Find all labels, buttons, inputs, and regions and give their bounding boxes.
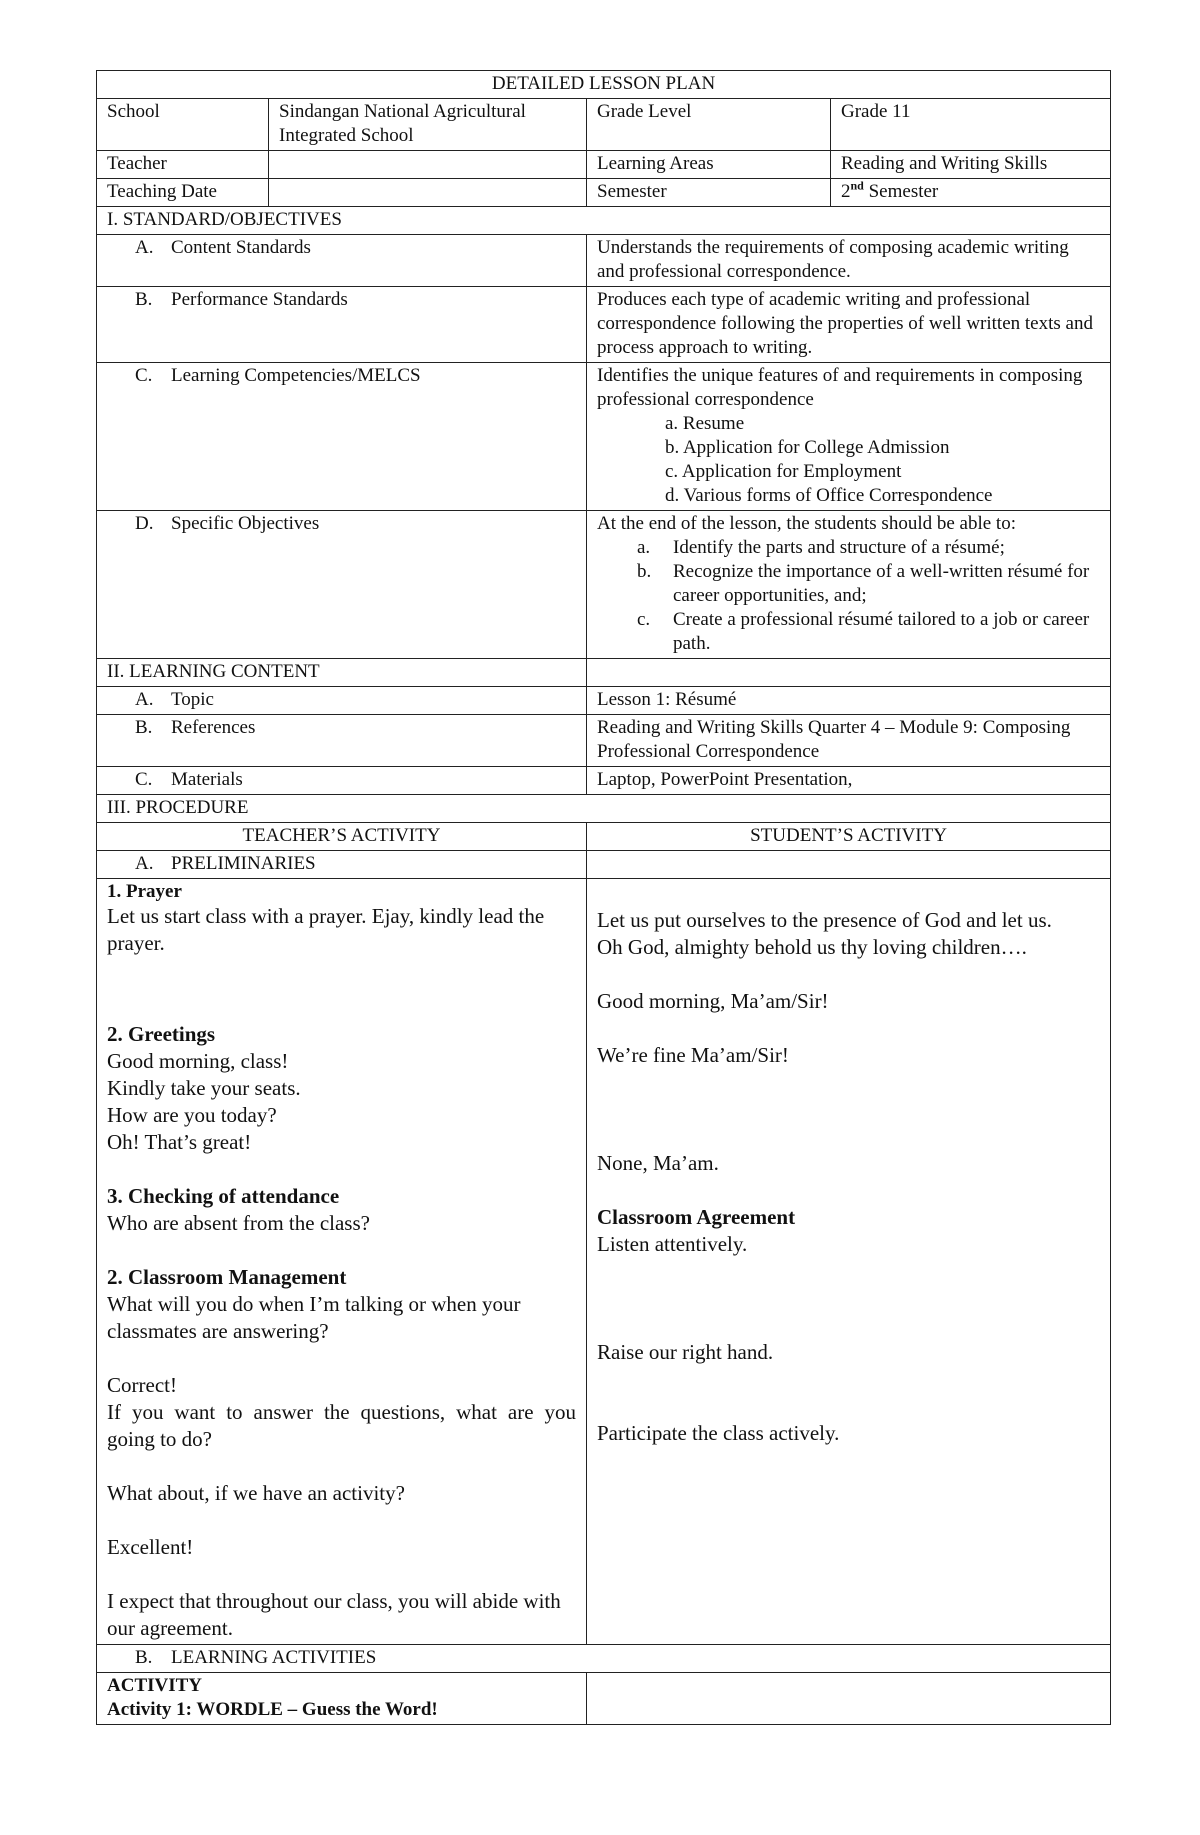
list-text: Identify the parts and structure of a résumé; xyxy=(673,537,1005,558)
preliminaries-content-row xyxy=(97,879,1111,1645)
item-letter: C. xyxy=(135,769,153,790)
activity-heading: ACTIVITY xyxy=(107,1675,203,1696)
greetings-line: Oh! That’s great! xyxy=(107,1130,252,1154)
item-label: Content Standards xyxy=(171,237,311,258)
school-row xyxy=(97,99,1111,151)
materials-row xyxy=(97,767,1111,795)
teaching-date-value xyxy=(269,179,587,207)
performance-standards-label xyxy=(97,287,587,363)
item-letter: A. xyxy=(135,237,154,258)
prayer-text: Let us start class with a prayer. Ejay, kindly lead the prayer. xyxy=(107,904,545,955)
item-label: LEARNING ACTIVITIES xyxy=(171,1647,377,1668)
school-label: School xyxy=(97,99,269,151)
item-label: Learning Competencies/MELCS xyxy=(171,365,421,386)
student-prayer-line: Oh God, almighty behold us thy loving children…. xyxy=(597,935,1027,959)
semester-suffix: nd xyxy=(850,178,864,193)
list-item: c. Application for Employment xyxy=(665,461,902,482)
list-item: d. Various forms of Office Correspondence xyxy=(665,485,993,506)
list-marker: c. xyxy=(637,609,651,630)
item-label: Performance Standards xyxy=(171,289,348,310)
learning-activities-label xyxy=(97,1645,1111,1673)
performance-standards-row xyxy=(97,287,1111,363)
expect-text: I expect that throughout our class, you will abide with our agreement. xyxy=(107,1589,561,1640)
section-procedure-heading: III. PROCEDURE xyxy=(97,795,1111,823)
grade-level-value: Grade 11 xyxy=(831,99,1111,151)
list-text: Create a professional résumé tailored to a job or career path. xyxy=(673,609,1090,654)
semester-number: 2 xyxy=(841,181,851,202)
preliminaries-label xyxy=(97,851,587,879)
topic-label xyxy=(97,687,587,715)
management-question: If you want to answer the questions, what are you going to do? xyxy=(107,1400,576,1451)
date-row xyxy=(97,179,1111,207)
document-title: DETAILED LESSON PLAN xyxy=(97,71,1111,99)
greetings-line: How are you today? xyxy=(107,1103,277,1127)
list-item xyxy=(597,560,1100,608)
competencies-value xyxy=(587,363,1111,511)
content-standards-label xyxy=(97,235,587,287)
section-content-empty xyxy=(587,659,1111,687)
content-standards-row xyxy=(97,235,1111,287)
preliminaries-row xyxy=(97,851,1111,879)
activity-student-empty xyxy=(587,1673,1111,1725)
semester-value xyxy=(831,179,1111,207)
teacher-value xyxy=(269,151,587,179)
list-item xyxy=(597,536,1100,560)
activity-row xyxy=(97,1673,1111,1725)
item-letter: B. xyxy=(135,1647,153,1668)
activity-cell xyxy=(97,1673,587,1725)
learning-areas-label: Learning Areas xyxy=(587,151,831,179)
competencies-row xyxy=(97,363,1111,511)
competencies-list xyxy=(597,412,1100,508)
topic-value: Lesson 1: Résumé xyxy=(587,687,1111,715)
management-question: What about, if we have an activity? xyxy=(107,1481,405,1505)
item-letter: A. xyxy=(135,853,154,874)
teacher-activity-cell xyxy=(97,879,587,1645)
title-row xyxy=(97,71,1111,99)
management-question: What will you do when I’m talking or when your classmates are answering? xyxy=(107,1292,521,1343)
item-label: PRELIMINARIES xyxy=(171,853,316,874)
topic-row xyxy=(97,687,1111,715)
item-letter: C. xyxy=(135,365,153,386)
student-raise: Raise our right hand. xyxy=(597,1340,774,1364)
materials-value: Laptop, PowerPoint Presentation, xyxy=(587,767,1111,795)
objectives-label xyxy=(97,511,587,659)
semester-label: Semester xyxy=(587,179,831,207)
student-listen: Listen attentively. xyxy=(597,1232,748,1256)
activity-title: Activity 1: WORDLE – Guess the Word! xyxy=(107,1699,438,1720)
list-marker: a. xyxy=(637,537,651,558)
student-fine: We’re fine Ma’am/Sir! xyxy=(597,1043,789,1067)
student-none: None, Ma’am. xyxy=(597,1151,719,1175)
management-heading: 2. Classroom Management xyxy=(107,1265,347,1289)
greetings-line: Good morning, class! xyxy=(107,1049,289,1073)
greetings-line: Kindly take your seats. xyxy=(107,1076,301,1100)
list-marker: b. xyxy=(637,561,652,582)
prayer-heading: 1. Prayer xyxy=(107,881,182,902)
references-label xyxy=(97,715,587,767)
student-greeting: Good morning, Ma’am/Sir! xyxy=(597,989,829,1013)
list-item: b. Application for College Admission xyxy=(665,437,950,458)
preliminaries-empty xyxy=(587,851,1111,879)
competencies-label xyxy=(97,363,587,511)
learning-areas-value: Reading and Writing Skills xyxy=(831,151,1111,179)
lesson-plan-page xyxy=(96,70,1110,1725)
attendance-heading: 3. Checking of attendance xyxy=(107,1184,340,1208)
teacher-row xyxy=(97,151,1111,179)
excellent-text: Excellent! xyxy=(107,1535,194,1559)
item-label: Topic xyxy=(171,689,214,710)
performance-standards-value: Produces each type of academic writing and professional correspondence following the properties of well written texts and process approach to writing. xyxy=(587,287,1111,363)
semester-word: Semester xyxy=(863,181,939,202)
teaching-date-label: Teaching Date xyxy=(97,179,269,207)
list-item: a. Resume xyxy=(665,413,745,434)
classroom-agreement-heading: Classroom Agreement xyxy=(597,1205,796,1229)
list-item xyxy=(597,608,1100,656)
section-standards-heading: I. STANDARD/OBJECTIVES xyxy=(97,207,1111,235)
student-activity-cell xyxy=(587,879,1111,1645)
materials-label xyxy=(97,767,587,795)
objectives-row xyxy=(97,511,1111,659)
content-standards-value: Understands the requirements of composing academic writing and professional correspondence. xyxy=(587,235,1111,287)
item-letter: D. xyxy=(135,513,154,534)
section-content-row xyxy=(97,659,1111,687)
learning-activities-row xyxy=(97,1645,1111,1673)
student-participate: Participate the class actively. xyxy=(597,1421,840,1445)
greetings-heading: 2. Greetings xyxy=(107,1022,216,1046)
student-prayer: Let us put ourselves to the presence of God and let us. xyxy=(597,908,1052,932)
item-letter: A. xyxy=(135,689,154,710)
teacher-activity-header: TEACHER’S ACTIVITY xyxy=(97,823,587,851)
teacher-label: Teacher xyxy=(97,151,269,179)
section-procedure-row xyxy=(97,795,1111,823)
lesson-plan-table xyxy=(96,70,1111,1725)
references-value: Reading and Writing Skills Quarter 4 – Module 9: Composing Professional Correspondence xyxy=(587,715,1111,767)
references-row xyxy=(97,715,1111,767)
item-label: Specific Objectives xyxy=(171,513,320,534)
school-value: Sindangan National Agricultural Integrated School xyxy=(269,99,587,151)
attendance-text: Who are absent from the class? xyxy=(107,1211,370,1235)
student-activity-header: STUDENT’S ACTIVITY xyxy=(587,823,1111,851)
objectives-intro: At the end of the lesson, the students should be able to: xyxy=(597,513,1016,534)
objectives-list xyxy=(597,536,1100,656)
list-text: Recognize the importance of a well-written résumé for career opportunities, and; xyxy=(673,561,1090,606)
item-letter: B. xyxy=(135,717,153,738)
section-content-heading: II. LEARNING CONTENT xyxy=(97,659,587,687)
item-letter: B. xyxy=(135,289,153,310)
item-label: Materials xyxy=(171,769,243,790)
activity-columns-row xyxy=(97,823,1111,851)
grade-level-label: Grade Level xyxy=(587,99,831,151)
competencies-intro: Identifies the unique features of and requirements in composing professional correspondence xyxy=(597,365,1083,410)
section-standards-row xyxy=(97,207,1111,235)
item-label: References xyxy=(171,717,256,738)
objectives-value xyxy=(587,511,1111,659)
correct-text: Correct! xyxy=(107,1373,177,1397)
